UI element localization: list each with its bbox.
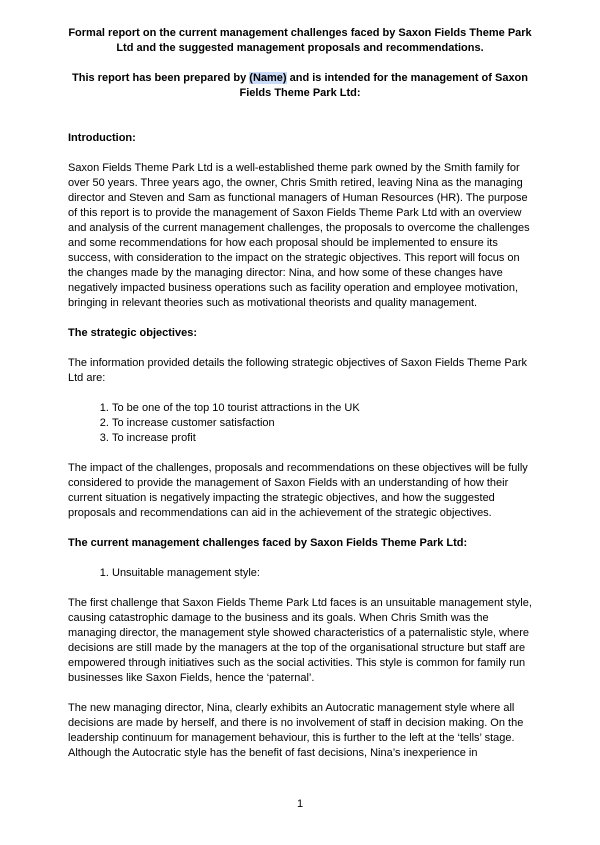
strategic-intro-paragraph: The information provided details the following strategic objectives of Saxon Fields Theme Park Ltd are: (68, 357, 527, 384)
objective-item: 2. To increase customer satisfaction (112, 416, 532, 431)
document-content (68, 26, 532, 761)
challenges-list (68, 566, 532, 581)
section-heading-challenges: The current management challenges faced by Saxon Fields Theme Park Ltd: (68, 537, 468, 549)
name-placeholder: (Name) (249, 72, 287, 84)
section-heading-introduction: Introduction: (68, 132, 136, 144)
challenge-item: 1. Unsuitable management style: (112, 566, 532, 581)
introduction-paragraph: Saxon Fields Theme Park Ltd is a well-established theme park owned by the Smith family for over 50 years. Three years ago, the owner, Chris Smith retired, leaving Nina as the managing director and Steven and Sam as functional managers of Human Resources (HR). The purpose of this report is to provide the management of Saxon Fields Theme Park Ltd with an overview and analysis of the current management challenges, the proposals to overcome the challenges and some recommendations for how each proposal should be implemented to ensure its success, with consideration to the impact on the strategic objectives. This report will focus on the changes made by the managing director: Nina, and how some of these changes have negatively impacted business operations such as facility operation and employee motivation, bringing in relevant theories such as motivational theorists and quality management. (68, 162, 530, 309)
section-heading-strategic-objectives: The strategic objectives: (68, 327, 197, 339)
objectives-list (68, 401, 532, 446)
page-number: 1 (296, 798, 304, 810)
report-title: Formal report on the current management challenges faced by Saxon Fields Theme Park Ltd and the suggested management proposals and recommendations. (68, 27, 532, 54)
prepared-prefix: This report has been prepared by (72, 72, 250, 84)
objective-item: 1. To be one of the top 10 tourist attractions in the UK (112, 401, 532, 416)
challenge-paragraph-2: The new managing director, Nina, clearly exhibits an Autocratic management style where all decisions are made by herself, and there is no involvement of staff in decision making. On the leadership continuum for management behaviour, this is further to the left at the ‘tells’ stage. Although the Autocratic style has the benefit of fast decisions, Nina’s inexperience in (68, 702, 524, 759)
strategic-outro-paragraph: The impact of the challenges, proposals and recommendations on these objectives will be fully considered to provide the management of Saxon Fields with an understanding of how their current situation is negatively impacting the strategic objectives, and how the suggested proposals and recommendations can aid in the achievement of the strategic objectives. (68, 462, 528, 519)
prepared-line (68, 71, 532, 101)
challenge-paragraph-1: The first challenge that Saxon Fields Theme Park Ltd faces is an unsuitable management style, causing catastrophic damage to the business and its goals. When Chris Smith was the managing director, the management style showed characteristics of a paternalistic style, where decisions are still made by the managers at the top of the organisational structure but staff are empowered through initiatives such as the social activities. This style is common for family run businesses like Saxon Fields, hence the ‘paternal’. (68, 597, 532, 684)
objective-item: 3. To increase profit (112, 431, 532, 446)
prepared-suffix: and is intended for the management of Saxon Fields Theme Park Ltd: (239, 72, 528, 99)
